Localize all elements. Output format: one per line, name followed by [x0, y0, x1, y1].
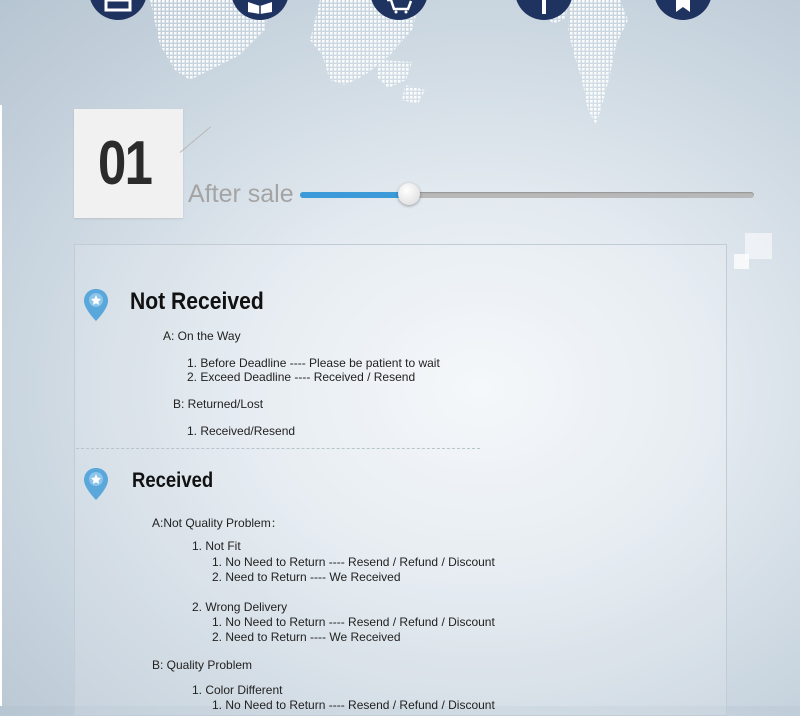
- not-received-a-label: A: On the Way: [163, 329, 241, 343]
- location-pin-icon: [83, 467, 109, 501]
- wrong-delivery-item: 2. Need to Return ---- We Received: [212, 630, 401, 644]
- laptop-icon: [104, 0, 132, 14]
- not-received-b-item: 1. Received/Resend: [187, 424, 296, 438]
- received-b-label: B: Quality Problem: [152, 658, 253, 672]
- facebook-icon: [534, 0, 554, 14]
- not-fit-item: 2. Need to Return ---- We Received: [212, 570, 401, 584]
- color-different-label: 1. Color Different: [192, 683, 283, 697]
- not-fit-item: 1. No Need to Return ---- Resend / Refund / Discount: [212, 555, 495, 569]
- wrong-delivery-item: 1. No Need to Return ---- Resend / Refund / Discount: [212, 615, 495, 629]
- book-icon: [246, 0, 274, 14]
- step-title: After sale: [188, 180, 294, 208]
- section-divider: [76, 448, 480, 449]
- location-pin-icon: [83, 288, 109, 322]
- color-different-item: 1. No Need to Return ---- Resend / Refund / Discount: [212, 698, 495, 712]
- decorative-square-small: [734, 254, 749, 269]
- not-received-b-label: B: Returned/Lost: [173, 397, 264, 411]
- not-fit-label: 1. Not Fit: [192, 539, 241, 553]
- wrong-delivery-label: 2. Wrong Delivery: [192, 600, 288, 614]
- laptop-icon-button[interactable]: [89, 0, 147, 20]
- bookmark-icon-button[interactable]: [654, 0, 712, 20]
- decorative-square: [745, 233, 772, 259]
- not-received-a-item: 2. Exceed Deadline ---- Received / Resend: [187, 370, 416, 384]
- cart-icon: [385, 0, 413, 14]
- progress-slider-knob[interactable]: [398, 183, 420, 205]
- bookmark-icon: [672, 0, 694, 14]
- section-heading-received: Received: [132, 469, 214, 492]
- progress-slider-track: [300, 192, 754, 198]
- left-edge-strip: [0, 105, 2, 706]
- diagonal-divider: [180, 126, 211, 152]
- step-number: 01: [98, 129, 152, 198]
- progress-slider-fill: [300, 192, 409, 198]
- section-heading-not-received: Not Received: [130, 288, 264, 315]
- not-received-a-item: 1. Before Deadline ---- Please be patient to wait: [187, 356, 440, 370]
- received-a-label: A:Not Quality Problem：: [152, 516, 283, 530]
